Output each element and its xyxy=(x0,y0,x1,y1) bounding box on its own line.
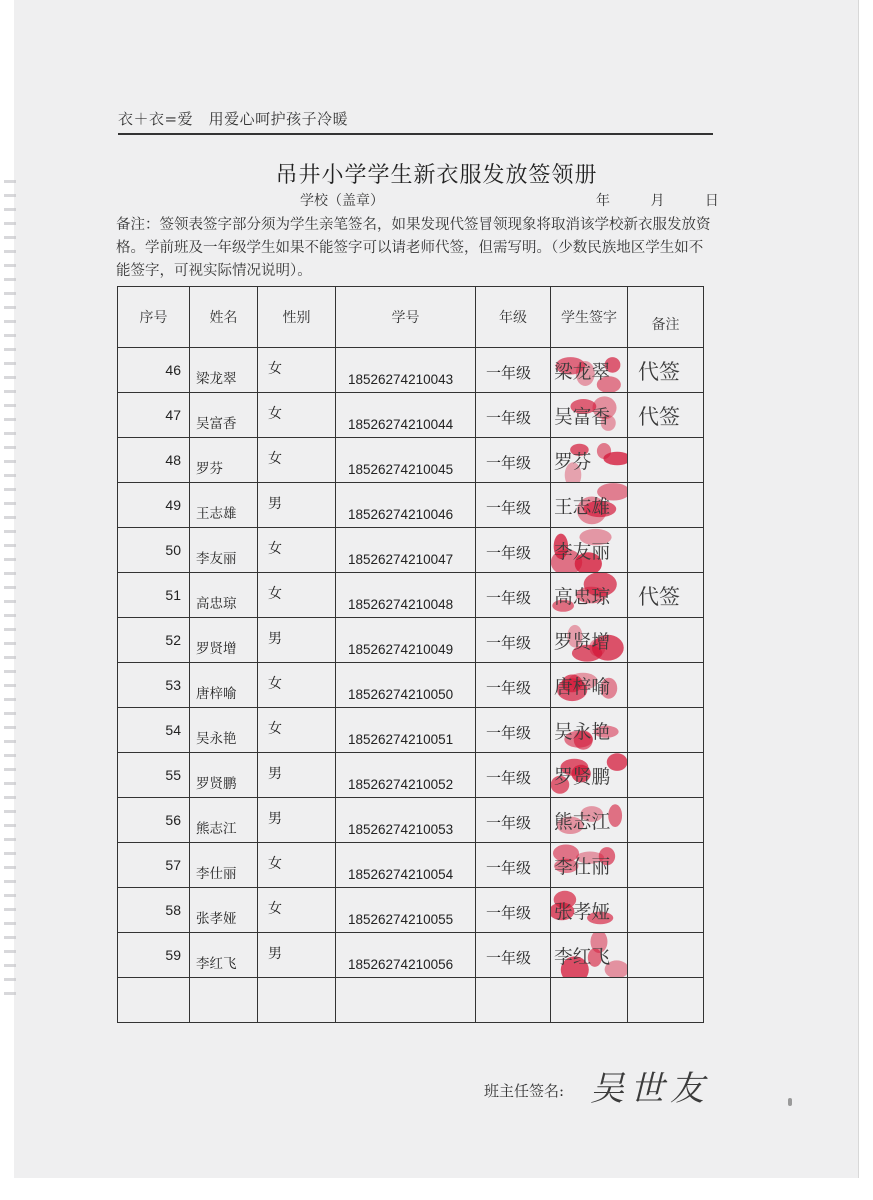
cell-no xyxy=(118,438,190,483)
row-number: 56 xyxy=(165,812,181,828)
student-gender: 女 xyxy=(268,361,282,377)
cell-id xyxy=(336,753,476,798)
student-signature-text: 吴永艳 xyxy=(553,720,611,744)
empty-cell xyxy=(476,978,551,1023)
cell-no xyxy=(118,573,190,618)
student-grade: 一年级 xyxy=(486,634,532,652)
student-signature-text: 王志雄 xyxy=(553,495,611,519)
remark-text: 代签 xyxy=(638,405,680,429)
column-header: 备注 xyxy=(628,287,704,348)
cell-grade xyxy=(476,663,551,708)
student-name: 李仕丽 xyxy=(196,866,237,882)
student-name: 吴永艳 xyxy=(196,731,237,747)
cell-gender xyxy=(258,573,336,618)
cell-remark xyxy=(628,618,704,663)
cell-id xyxy=(336,348,476,393)
student-gender: 男 xyxy=(268,766,282,782)
cell-name xyxy=(190,663,258,708)
cell-id xyxy=(336,393,476,438)
student-id: 18526274210046 xyxy=(348,507,454,522)
cell-signature xyxy=(551,618,628,663)
table-row xyxy=(118,663,704,708)
student-signature-text: 熊志江 xyxy=(553,810,611,834)
column-header: 性别 xyxy=(258,287,336,348)
empty-cell xyxy=(336,978,476,1023)
empty-cell xyxy=(118,978,190,1023)
cell-grade xyxy=(476,753,551,798)
remark-text: 代签 xyxy=(638,360,680,384)
teacher-signature xyxy=(590,1058,710,1118)
student-signature xyxy=(551,888,627,932)
student-grade: 一年级 xyxy=(486,769,532,787)
student-grade: 一年级 xyxy=(486,364,532,382)
cell-remark xyxy=(628,438,704,483)
student-signature-text: 梁龙翠 xyxy=(553,360,611,384)
student-grade: 一年级 xyxy=(486,409,532,427)
student-grade: 一年级 xyxy=(486,949,532,967)
student-signature xyxy=(551,933,627,977)
cell-no xyxy=(118,663,190,708)
row-number: 59 xyxy=(165,947,181,963)
student-signature xyxy=(551,843,627,887)
cell-remark xyxy=(628,663,704,708)
cell-name xyxy=(190,933,258,978)
cell-signature xyxy=(551,438,628,483)
slogan: 衣＋衣=爱 用爱心呵护孩子冷暖 xyxy=(118,110,349,128)
cell-name xyxy=(190,843,258,888)
cell-grade xyxy=(476,393,551,438)
cell-name xyxy=(190,618,258,663)
cell-no xyxy=(118,483,190,528)
row-number: 48 xyxy=(165,452,181,468)
student-id: 18526274210043 xyxy=(348,372,454,387)
cell-remark xyxy=(628,798,704,843)
student-gender: 男 xyxy=(268,631,282,647)
student-name: 熊志江 xyxy=(196,821,237,837)
column-header: 学生签字 xyxy=(551,287,628,348)
cell-name xyxy=(190,753,258,798)
cell-name xyxy=(190,798,258,843)
student-gender: 女 xyxy=(268,541,282,557)
remark-text: 代签 xyxy=(638,585,680,609)
cell-signature xyxy=(551,753,628,798)
cell-id xyxy=(336,528,476,573)
cell-signature xyxy=(551,573,628,618)
date-month: 月 xyxy=(650,193,665,209)
student-grade: 一年级 xyxy=(486,499,532,517)
student-grade: 一年级 xyxy=(486,859,532,877)
cell-remark xyxy=(628,573,704,618)
student-grade: 一年级 xyxy=(486,544,532,562)
table-header-row xyxy=(118,287,704,348)
row-number: 57 xyxy=(165,857,181,873)
date-day: 日 xyxy=(704,193,719,209)
table-row xyxy=(118,483,704,528)
student-signature xyxy=(551,663,627,707)
cell-no xyxy=(118,843,190,888)
student-signature xyxy=(551,483,627,527)
row-number: 53 xyxy=(165,677,181,693)
student-name: 李红飞 xyxy=(196,956,237,972)
student-gender: 女 xyxy=(268,451,282,467)
student-gender: 男 xyxy=(268,946,282,962)
student-name: 王志雄 xyxy=(196,506,237,522)
student-id: 18526274210054 xyxy=(348,867,454,882)
student-signature-text: 罗芬 xyxy=(553,450,592,474)
cell-grade xyxy=(476,933,551,978)
cell-id xyxy=(336,843,476,888)
table-row xyxy=(118,888,704,933)
binding-holes xyxy=(4,180,16,1000)
cell-signature xyxy=(551,663,628,708)
cell-remark xyxy=(628,708,704,753)
page-title: 吊井小学学生新衣服发放签领册 xyxy=(275,163,598,188)
student-id: 18526274210056 xyxy=(348,957,454,972)
cell-gender xyxy=(258,843,336,888)
student-name: 罗贤鹏 xyxy=(196,776,237,792)
cell-grade xyxy=(476,618,551,663)
cell-id xyxy=(336,798,476,843)
student-signature-text: 唐梓喻 xyxy=(553,675,611,699)
cell-grade xyxy=(476,348,551,393)
cell-name xyxy=(190,393,258,438)
student-grade: 一年级 xyxy=(486,814,532,832)
cell-gender xyxy=(258,483,336,528)
cell-remark xyxy=(628,753,704,798)
cell-remark xyxy=(628,348,704,393)
cell-grade xyxy=(476,483,551,528)
cell-no xyxy=(118,708,190,753)
column-header: 序号 xyxy=(118,287,190,348)
student-gender: 女 xyxy=(268,856,282,872)
cell-gender xyxy=(258,888,336,933)
student-gender: 男 xyxy=(268,811,282,827)
cell-id xyxy=(336,933,476,978)
student-gender: 女 xyxy=(268,406,282,422)
cell-grade xyxy=(476,888,551,933)
cell-no xyxy=(118,348,190,393)
student-signature xyxy=(551,528,627,572)
teacher-signature-text: 吴世友 xyxy=(590,1069,710,1109)
cell-id xyxy=(336,483,476,528)
student-grade: 一年级 xyxy=(486,454,532,472)
note-paragraph: 备注：签领表签字部分须为学生亲笔签名，如果发现代签冒领现象将取消该学校新衣服发放资格。学前班及一年级学生如果不能签字可以请老师代签，但需写明。（少数民族地区学生如不能签字，可视实际情况说明）。 xyxy=(116,217,711,279)
student-id: 18526274210050 xyxy=(348,687,454,702)
cell-no xyxy=(118,888,190,933)
row-number: 47 xyxy=(165,407,181,423)
student-id: 18526274210053 xyxy=(348,822,454,837)
table-row xyxy=(118,798,704,843)
cell-signature xyxy=(551,843,628,888)
student-id: 18526274210055 xyxy=(348,912,454,927)
cell-grade xyxy=(476,528,551,573)
cell-no xyxy=(118,798,190,843)
cell-remark xyxy=(628,393,704,438)
cell-grade xyxy=(476,573,551,618)
empty-cell xyxy=(258,978,336,1023)
student-id: 18526274210052 xyxy=(348,777,454,792)
table-row xyxy=(118,348,704,393)
student-signature xyxy=(551,618,627,662)
cell-name xyxy=(190,888,258,933)
cell-signature xyxy=(551,348,628,393)
cell-no xyxy=(118,393,190,438)
row-number: 52 xyxy=(165,632,181,648)
cell-grade xyxy=(476,708,551,753)
cell-grade xyxy=(476,438,551,483)
cell-gender xyxy=(258,708,336,753)
cell-signature xyxy=(551,708,628,753)
cell-id xyxy=(336,888,476,933)
student-grade: 一年级 xyxy=(486,724,532,742)
student-id: 18526274210044 xyxy=(348,417,454,432)
student-signature-text: 罗贤鹏 xyxy=(553,765,611,789)
cell-gender xyxy=(258,438,336,483)
table-row xyxy=(118,618,704,663)
student-id: 18526274210045 xyxy=(348,462,454,477)
roster-table xyxy=(117,286,704,1023)
column-header: 学号 xyxy=(336,287,476,348)
student-signature-text: 李友丽 xyxy=(553,540,611,564)
student-name: 唐梓喻 xyxy=(196,686,237,702)
table-row xyxy=(118,528,704,573)
table-row-empty xyxy=(118,978,704,1023)
student-signature-text: 李红飞 xyxy=(553,945,611,969)
student-signature xyxy=(551,708,627,752)
cell-gender xyxy=(258,798,336,843)
row-number: 49 xyxy=(165,497,181,513)
cell-name xyxy=(190,348,258,393)
cell-gender xyxy=(258,393,336,438)
row-number: 46 xyxy=(165,362,181,378)
student-id: 18526274210047 xyxy=(348,552,454,567)
student-gender: 女 xyxy=(268,586,282,602)
student-name: 高忠琼 xyxy=(196,596,237,612)
student-gender: 女 xyxy=(268,901,282,917)
table-row xyxy=(118,933,704,978)
row-number: 55 xyxy=(165,767,181,783)
student-signature-text: 罗贤增 xyxy=(553,630,611,654)
student-signature-text: 高忠琼 xyxy=(553,585,611,609)
student-grade: 一年级 xyxy=(486,904,532,922)
student-signature xyxy=(551,348,627,392)
cell-remark xyxy=(628,843,704,888)
student-id: 18526274210049 xyxy=(348,642,454,657)
cell-remark xyxy=(628,933,704,978)
cell-remark xyxy=(628,483,704,528)
row-number: 50 xyxy=(165,542,181,558)
empty-cell xyxy=(628,978,704,1023)
student-gender: 女 xyxy=(268,721,282,737)
student-signature xyxy=(551,573,627,617)
header-rule xyxy=(118,133,713,135)
scan-speck xyxy=(788,1098,792,1106)
student-name: 李友丽 xyxy=(196,551,237,567)
row-number: 51 xyxy=(165,587,181,603)
student-signature-text: 李仕丽 xyxy=(553,855,611,879)
student-signature xyxy=(551,798,627,842)
cell-name xyxy=(190,573,258,618)
column-header: 年级 xyxy=(476,287,551,348)
student-name: 张孝娅 xyxy=(196,911,237,927)
school-seal-label: 学校（盖章） xyxy=(300,193,384,209)
cell-id xyxy=(336,663,476,708)
student-name: 吴富香 xyxy=(196,416,237,432)
table-row xyxy=(118,393,704,438)
table-row xyxy=(118,438,704,483)
cell-gender xyxy=(258,663,336,708)
cell-signature xyxy=(551,393,628,438)
table-row xyxy=(118,843,704,888)
student-signature xyxy=(551,438,627,482)
empty-cell xyxy=(190,978,258,1023)
row-number: 54 xyxy=(165,722,181,738)
student-signature xyxy=(551,393,627,437)
cell-signature xyxy=(551,888,628,933)
cell-no xyxy=(118,933,190,978)
cell-gender xyxy=(258,753,336,798)
cell-no xyxy=(118,528,190,573)
student-signature-text: 吴富香 xyxy=(553,405,611,429)
student-gender: 男 xyxy=(268,496,282,512)
cell-signature xyxy=(551,528,628,573)
column-header: 姓名 xyxy=(190,287,258,348)
cell-remark xyxy=(628,888,704,933)
table-row xyxy=(118,708,704,753)
cell-id xyxy=(336,618,476,663)
cell-no xyxy=(118,753,190,798)
student-name: 罗芬 xyxy=(196,461,223,477)
row-number: 58 xyxy=(165,902,181,918)
cell-name xyxy=(190,483,258,528)
scan-margin xyxy=(0,1178,873,1200)
student-name: 梁龙翠 xyxy=(196,371,237,387)
teacher-signature-label: 班主任签名: xyxy=(484,1082,565,1100)
cell-id xyxy=(336,708,476,753)
cell-gender xyxy=(258,618,336,663)
cell-gender xyxy=(258,933,336,978)
table-row xyxy=(118,753,704,798)
table-row xyxy=(118,573,704,618)
student-signature xyxy=(551,753,627,797)
student-grade: 一年级 xyxy=(486,679,532,697)
cell-grade xyxy=(476,843,551,888)
cell-signature xyxy=(551,483,628,528)
cell-name xyxy=(190,438,258,483)
cell-id xyxy=(336,438,476,483)
empty-cell xyxy=(551,978,628,1023)
student-id: 18526274210048 xyxy=(348,597,454,612)
date-year: 年 xyxy=(596,193,610,209)
cell-grade xyxy=(476,798,551,843)
student-grade: 一年级 xyxy=(486,589,532,607)
cell-name xyxy=(190,528,258,573)
cell-signature xyxy=(551,798,628,843)
student-signature-text: 张孝娅 xyxy=(553,900,611,924)
student-name: 罗贤增 xyxy=(196,641,237,657)
student-id: 18526274210051 xyxy=(348,732,454,747)
date-label xyxy=(596,190,719,210)
student-gender: 女 xyxy=(268,676,282,692)
cell-no xyxy=(118,618,190,663)
cell-id xyxy=(336,573,476,618)
cell-signature xyxy=(551,933,628,978)
cell-name xyxy=(190,708,258,753)
cell-remark xyxy=(628,528,704,573)
cell-gender xyxy=(258,348,336,393)
cell-gender xyxy=(258,528,336,573)
